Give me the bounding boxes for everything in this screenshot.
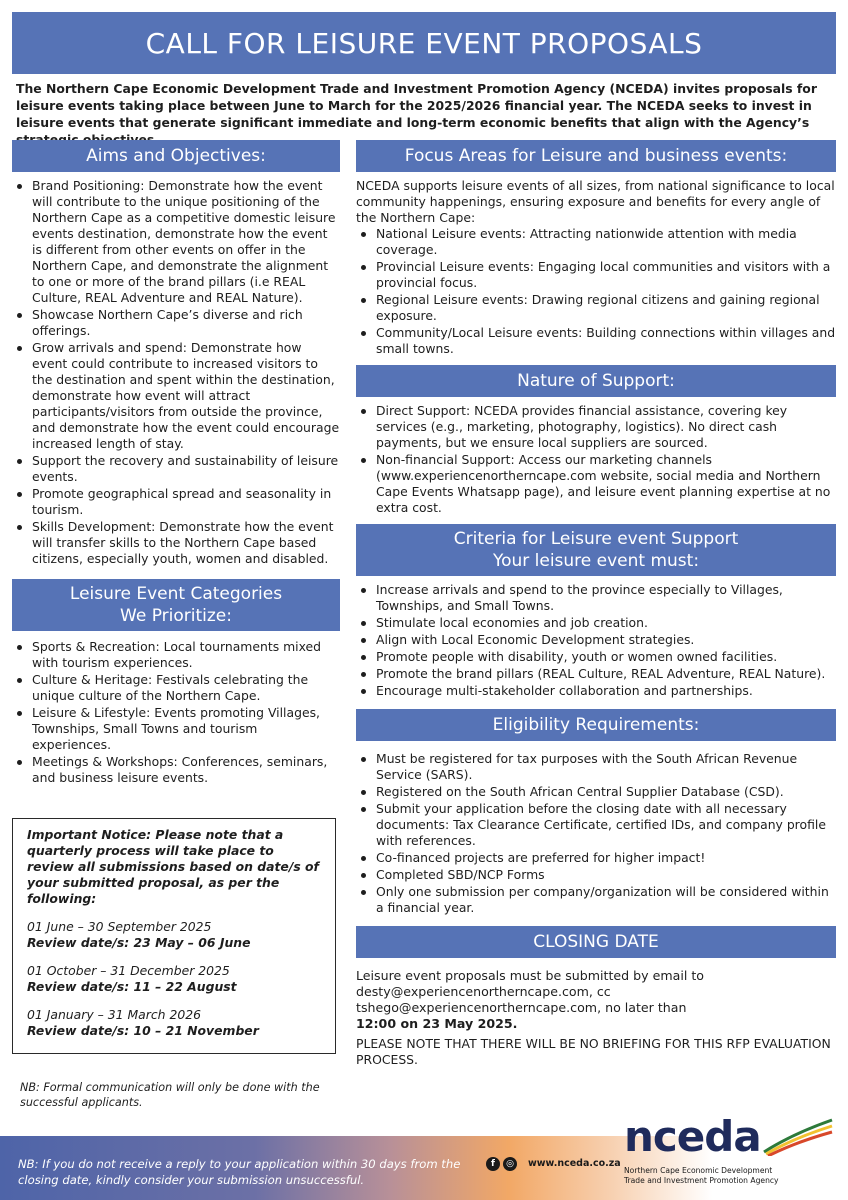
support-header: Nature of Support: [356,365,836,397]
list-item: Promote people with disability, youth or women owned facilities. [356,649,836,665]
list-item: Completed SBD/NCP Forms [356,867,836,883]
page-title: CALL FOR LEISURE EVENT PROPOSALS [12,12,836,74]
list-item: Promote geographical spread and seasonality in tourism. [12,486,340,518]
nb-reply-note: NB: If you do not receive a reply to your application within 30 days from the closing date, kindly consider your submission unsuccessful. [18,1157,461,1187]
period-range: 01 January – 31 March 2026 [27,1007,201,1022]
list-item: Leisure & Lifestyle: Events promoting Villages, Townships, Small Towns and tourism experiences. [12,705,340,753]
eligibility-list [356,751,836,916]
website-link[interactable]: www.nceda.co.za [528,1158,621,1169]
aims-header: Aims and Objectives: [12,140,340,172]
focus-intro: NCEDA supports leisure events of all sizes, from national significance to local community happenings, ensuring exposure and benefits for every angle of the Northern Cape: [356,178,835,225]
logo-subtitle-line2: Trade and Investment Promotion Agency [624,1175,779,1185]
list-item: Submit your application before the closing date with all necessary documents: Tax Clearance Certificate, certified IDs, and company profile with references. [356,801,836,849]
logo-subtitle-line1: Northern Cape Economic Development [624,1166,773,1175]
period-range: 01 June – 30 September 2025 [27,919,212,934]
closing-text: Leisure event proposals must be submitted by email to desty@experiencenortherncape.com, cc tshego@experiencenortherncape.com, no later than [356,968,705,1015]
focus-header: Focus Areas for Leisure and business events: [356,140,836,172]
aims-list [12,178,340,567]
closing-deadline: 12:00 on 23 May 2025. [356,1016,518,1031]
logo-subtitle [624,1166,834,1185]
closing-date-header: CLOSING DATE [356,926,836,958]
period-range: 01 October – 31 December 2025 [27,963,230,978]
eligibility-header: Eligibility Requirements: [356,709,836,741]
list-item: Non-financial Support: Access our marketing channels (www.experiencenortherncape.com website, social media and Northern Cape Events Whatsapp page), and leisure event planning expertise at no extra cost. [356,452,836,516]
period-review: Review date/s: 10 – 21 November [27,1023,259,1038]
list-item: Showcase Northern Cape’s diverse and rich offerings. [12,307,340,339]
list-item: Culture & Heritage: Festivals celebrating the unique culture of the Northern Cape. [12,672,340,704]
review-period [27,963,321,995]
period-review: Review date/s: 11 – 22 August [27,979,237,994]
list-item: National Leisure events: Attracting nationwide attention with media coverage. [356,226,836,258]
notice-text: Important Notice: Please note that a quarterly process will take place to review all submissions based on date/s of your submitted proposal, as per the following: [27,827,319,906]
criteria-header [356,524,836,576]
list-item: Must be registered for tax purposes with the South African Revenue Service (SARS). [356,751,836,783]
support-list [356,403,836,516]
important-notice-box [12,818,336,1054]
list-item: Community/Local Leisure events: Building connections within villages and small towns. [356,325,836,357]
intro-paragraph: The Northern Cape Economic Development Trade and Investment Promotion Agency (NCEDA) invites proposals for leisure events taking place between June to March for the 2025/2026 financial year. The NCEDA seeks to invest in leisure events that generate significant immediate and long-term economic benefits that align with the Agency’s [16,81,817,130]
criteria-header-line2: Your leisure event must: [492,551,700,571]
list-item: Only one submission per company/organization will be considered within a financial year. [356,884,836,916]
categories-list [12,639,340,786]
list-item: Brand Positioning: Demonstrate how the event will contribute to the unique positioning of the Northern Cape as a competitive domestic leisure events destination, demonstrate how the event is different from other events on offer in the Northern Cape, and demonstrate the alignment to one or more of the brand pillars (i.e REAL Culture, REAL Adventure and REAL Nature). [12,178,340,306]
list-item: Grow arrivals and spend: Demonstrate how event could contribute to increased visitors to the destination and spent within the destination, demonstrate how event will attract participants/visitors from outside the province, and demonstrate how the event could encourage increased length of stay. [12,340,340,452]
review-period [27,1007,321,1039]
list-item: Align with Local Economic Development strategies. [356,632,836,648]
nceda-logo [624,1112,834,1185]
list-item: Provincial Leisure events: Engaging local communities and visitors with a provincial focus. [356,259,836,291]
list-item: Direct Support: NCEDA provides financial assistance, covering key services (e.g., marketing, photography, logistics). No direct cash payments, but we ensure local suppliers are sourced. [356,403,836,451]
right-column [356,140,836,1068]
list-item: Increase arrivals and spend to the province especially to Villages, Townships, and Small Towns. [356,582,836,614]
list-item: Sports & Recreation: Local tournaments mixed with tourism experiences. [12,639,340,671]
list-item: Co-financed projects are preferred for higher impact! [356,850,836,866]
logo-swoosh-icon [762,1116,834,1156]
review-period [27,919,321,951]
list-item: Skills Development: Demonstrate how the event will transfer skills to the Northern Cape based citizens, especially youth, women and disabled. [12,519,340,567]
list-item: Promote the brand pillars (REAL Culture, REAL Adventure, REAL Nature). [356,666,836,682]
categories-header-line1: Leisure Event Categories [69,584,283,604]
categories-header-line2: We Prioritize: [120,606,232,626]
list-item: Encourage multi-stakeholder collaboration and partnerships. [356,683,836,699]
logo-wordmark: nceda [624,1112,761,1161]
facebook-icon[interactable]: f [486,1157,500,1171]
criteria-list [356,582,836,699]
social-icons [486,1157,517,1171]
list-item: Support the recovery and sustainability of leisure events. [12,453,340,485]
list-item: Stimulate local economies and job creation. [356,615,836,631]
period-review: Review date/s: 23 May – 06 June [27,935,251,950]
list-item: Regional Leisure events: Drawing regional citizens and gaining regional exposure. [356,292,836,324]
categories-header [12,579,340,631]
criteria-header-line1: Criteria for Leisure event Support [453,529,739,549]
list-item: Meetings & Workshops: Conferences, seminars, and business leisure events. [12,754,340,786]
left-column [12,140,340,787]
instagram-icon[interactable]: ◎ [503,1157,517,1171]
nb-formal-communication: NB: Formal communication will only be done with the successful applicants. [20,1081,320,1109]
focus-list [356,226,836,357]
no-briefing-note: PLEASE NOTE THAT THERE WILL BE NO BRIEFING FOR THIS RFP EVALUATION PROCESS. [356,1036,831,1067]
list-item: Registered on the South African Central Supplier Database (CSD). [356,784,836,800]
